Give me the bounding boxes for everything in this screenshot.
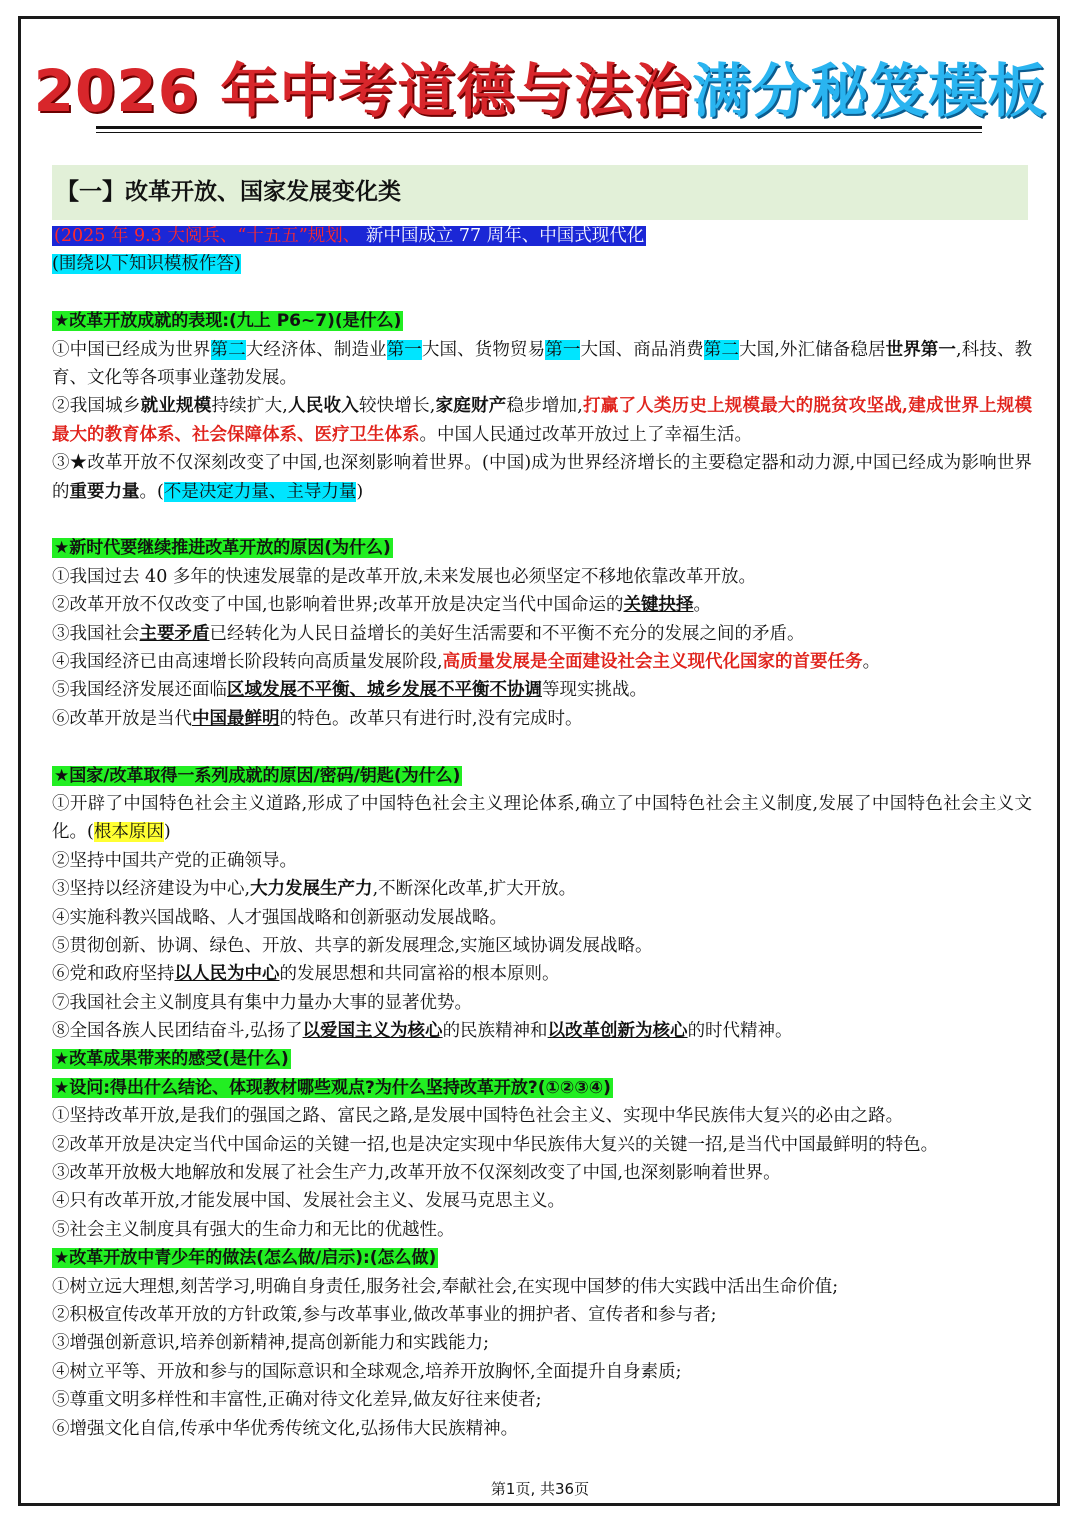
heading-youth: ★改革开放中青少年的做法(怎么做/启示):(怎么做)	[54, 1248, 437, 1269]
heading-reasons: ★新时代要继续推进改革开放的原因(为什么)	[54, 538, 391, 559]
reason-item-2: ②改革开放不仅改变了中国,也影响着世界;改革开放是决定当代中国命运的关键抉择。	[52, 595, 711, 616]
main-content	[52, 222, 1032, 1443]
feeling-item-1: ①坚持改革开放,是我们的强国之路、富民之路,是发展中国特色社会主义、实现中华民族伟大复兴的必由之路。	[52, 1106, 904, 1127]
success-item-6: ⑥党和政府坚持以人民为中心的发展思想和共同富裕的根本原则。	[52, 964, 560, 985]
reason-item-5: ⑤我国经济发展还面临区域发展不平衡、城乡发展不平衡不协调等现实挑战。	[52, 680, 647, 701]
page-title	[0, 56, 1080, 126]
reason-item-4: ④我国经济已由高速增长阶段转向高质量发展阶段,高质量发展是全面建设社会主义现代化国家的首要任务。	[52, 651, 881, 672]
topics-line: (2025 年 9.3 大阅兵、“十五五”规划、 新中国成立 77 周年、中国式现代化	[54, 226, 645, 246]
achievement-item-2: ②我国城乡就业规模持续扩大,人民收入较快增长,家庭财产稳步增加,打赢了人类历史上规模最大的脱贫攻坚战,建成世界上规模最大的教育体系、社会保障体系、医疗卫生体系。中国人民通过改革开放过上了幸福生活。	[52, 396, 1033, 445]
title-rule	[96, 126, 982, 129]
achievement-item-3: ③★改革开放不仅深刻改变了中国,也深刻影响着世界。(中国)成为世界经济增长的主要稳定器和动力源,中国已经成为影响世界的重要力量。(不是决定力量、主导力量)	[52, 453, 1032, 502]
title-part-red: 2026 年中考道德与法治	[33, 57, 693, 125]
heading-feelings: ★改革成果带来的感受(是什么)	[54, 1049, 289, 1070]
reason-item-3: ③我国社会主要矛盾已经转化为人民日益增长的美好生活需要和不平衡不充分的发展之间的矛盾。	[52, 623, 805, 644]
feeling-item-4: ④只有改革开放,才能发展中国、发展社会主义、发展马克思主义。	[52, 1191, 566, 1212]
heading-success: ★国家/改革取得一系列成就的原因/密码/钥匙(为什么)	[54, 765, 461, 786]
reason-item-6: ⑥改革开放是当代中国最鲜明的特色。改革只有进行时,没有完成时。	[52, 708, 583, 729]
section-heading: 【一】改革开放、国家发展变化类	[52, 165, 1028, 220]
success-item-5: ⑤贯彻创新、协调、绿色、开放、共享的新发展理念,实施区域协调发展战略。	[52, 935, 653, 956]
heading-achievements: ★改革开放成就的表现:(九上 P6~7)(是什么)	[54, 311, 402, 332]
success-item-2: ②坚持中国共产党的正确领导。	[52, 850, 297, 871]
achievement-item-1: ①中国已经成为世界第二大经济体、制造业第一大国、货物贸易第一大国、商品消费第二大国,外汇储备稳居世界第一,科技、教育、文化等各项事业蓬勃发展。	[52, 339, 1033, 388]
youth-item-2: ②积极宣传改革开放的方针政策,参与改革事业,做改革事业的拥护者、宣传者和参与者;	[52, 1304, 717, 1325]
title-part-blue: 满分秘笈模板	[692, 57, 1047, 125]
heading-question: ★设问:得出什么结论、体现教材哪些观点?为什么坚持改革开放?(①②③④)	[54, 1077, 611, 1098]
feeling-item-3: ③改革开放极大地解放和发展了社会生产力,改革开放不仅深刻改变了中国,也深刻影响着世界。	[52, 1163, 781, 1184]
youth-item-4: ④树立平等、开放和参与的国际意识和全球观念,培养开放胸怀,全面提升自身素质;	[52, 1361, 682, 1382]
success-item-7: ⑦我国社会主义制度具有集中力量办大事的显著优势。	[52, 992, 472, 1013]
success-item-3: ③坚持以经济建设为中心,大力发展生产力,不断深化改革,扩大开放。	[52, 879, 577, 900]
feeling-item-5: ⑤社会主义制度具有强大的生命力和无比的优越性。	[52, 1219, 455, 1240]
topics-note: (围绕以下知识模板作答)	[52, 254, 241, 275]
youth-item-5: ⑤尊重文明多样性和丰富性,正确对待文化差异,做友好往来使者;	[52, 1390, 542, 1411]
reason-item-1: ①我国过去 40 多年的快速发展靠的是改革开放,未来发展也必须坚定不移地依靠改革开放。	[52, 566, 756, 587]
success-item-1: ①开辟了中国特色社会主义道路,形成了中国特色社会主义理论体系,确立了中国特色社会主义制度,发展了中国特色社会主义文化。(根本原因)	[52, 793, 1032, 843]
feeling-item-2: ②改革开放是决定当代中国命运的关键一招,也是决定实现中华民族伟大复兴的关键一招,是当代中国最鲜明的特色。	[52, 1134, 939, 1155]
success-item-8: ⑧全国各族人民团结奋斗,弘扬了以爱国主义为核心的民族精神和以改革创新为核心的时代精神。	[52, 1021, 793, 1042]
success-item-4: ④实施科教兴国战略、人才强国战略和创新驱动发展战略。	[52, 907, 507, 928]
youth-item-6: ⑥增强文化自信,传承中华优秀传统文化,弘扬伟大民族精神。	[52, 1418, 519, 1439]
youth-item-1: ①树立远大理想,刻苦学习,明确自身责任,服务社会,奉献社会,在实现中国梦的伟大实践中活出生命价值;	[52, 1276, 839, 1297]
page-number: 第1页, 共36页	[490, 1480, 590, 1498]
title-rule-thin	[96, 132, 982, 133]
youth-item-3: ③增强创新意识,培养创新精神,提高创新能力和实践能力;	[52, 1333, 490, 1354]
